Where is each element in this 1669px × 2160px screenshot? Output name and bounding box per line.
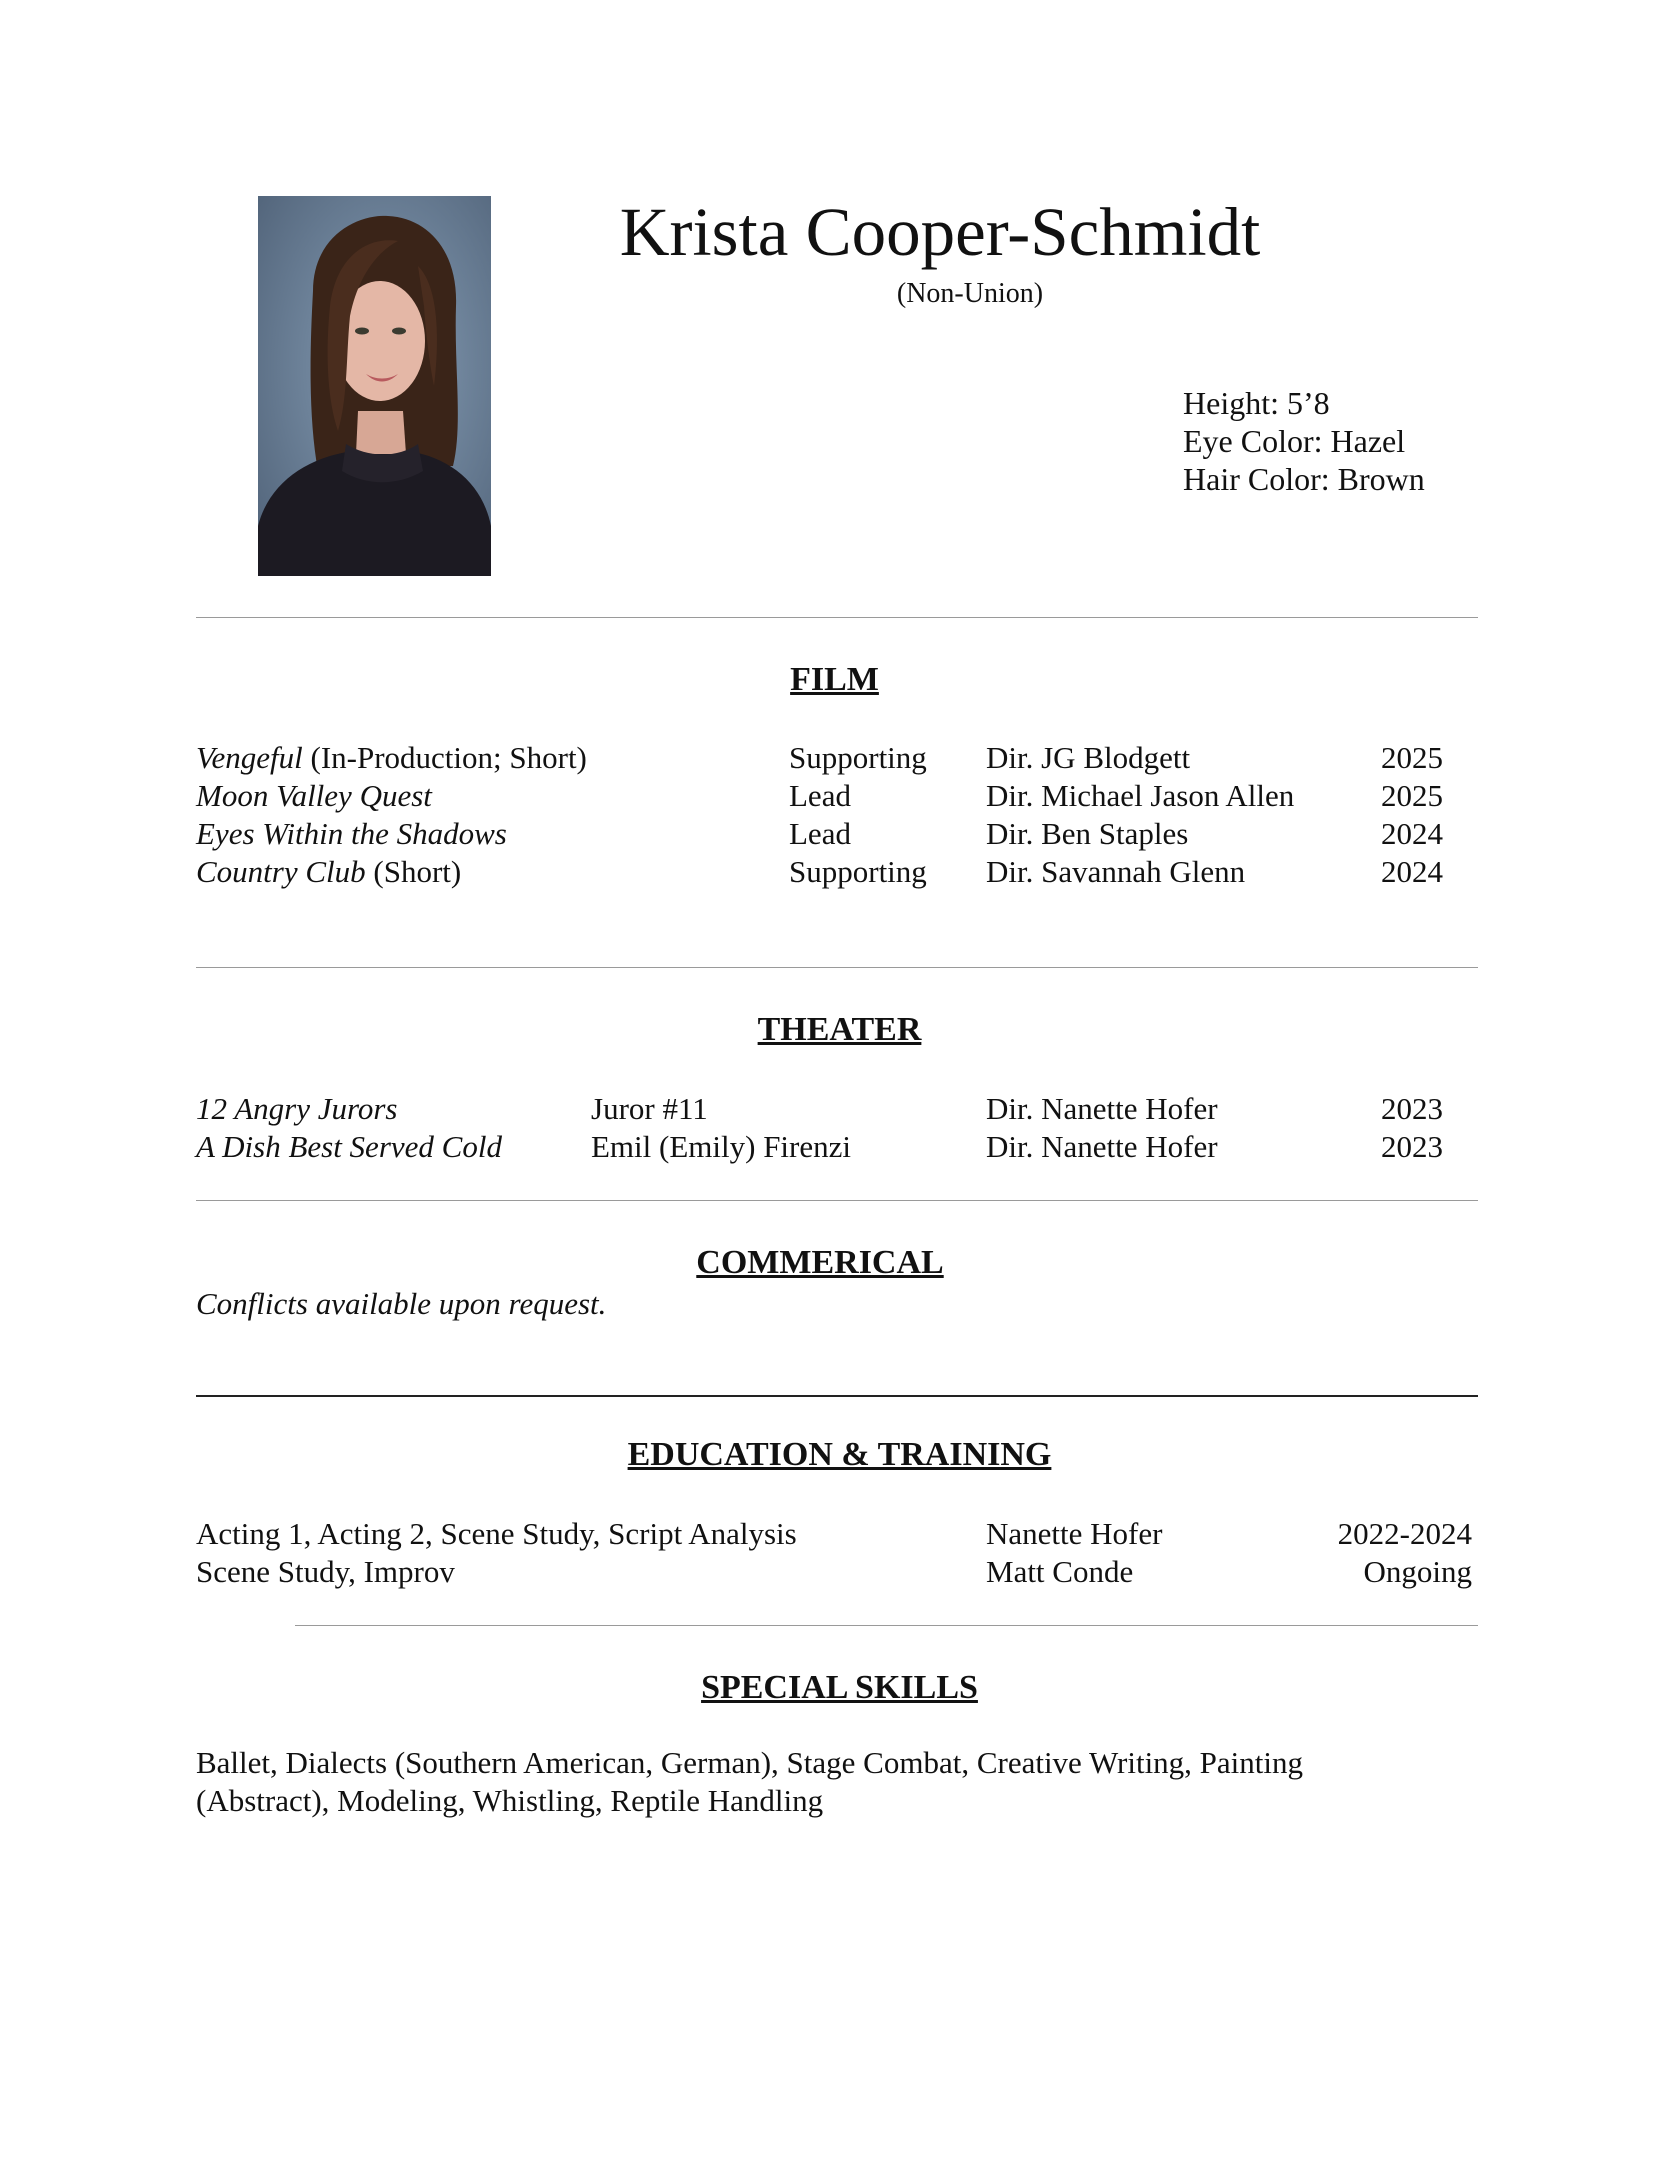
eye-color-stat: Eye Color: Hazel — [1183, 423, 1406, 459]
divider — [196, 1395, 1478, 1397]
commercial-note: Conflicts available upon request. — [196, 1286, 607, 1321]
union-status: (Non-Union) — [896, 278, 1044, 309]
film-year: 2024 — [1381, 854, 1443, 889]
film-role: Lead — [789, 778, 851, 813]
divider — [196, 967, 1478, 968]
film-title-cell — [196, 856, 461, 887]
film-director: Dir. Ben Staples — [986, 816, 1189, 851]
education-course: Scene Study, Improv — [196, 1554, 455, 1589]
actor-name: Krista Cooper-Schmidt — [619, 194, 1261, 270]
theater-role: Juror #11 — [591, 1091, 708, 1126]
film-title: Moon Valley Quest — [196, 778, 432, 813]
film-note: (Short) — [365, 854, 462, 889]
film-year: 2024 — [1381, 816, 1443, 851]
film-note: (In-Production; Short) — [302, 740, 587, 775]
film-year: 2025 — [1381, 778, 1443, 813]
commercial-heading: COMMERICAL — [696, 1244, 944, 1281]
skills-heading: SPECIAL SKILLS — [701, 1669, 978, 1706]
film-title: Vengeful — [196, 740, 303, 775]
theater-title: 12 Angry Jurors — [196, 1091, 398, 1126]
education-teacher: Matt Conde — [986, 1554, 1134, 1589]
film-heading: FILM — [790, 661, 879, 698]
theater-heading: THEATER — [757, 1011, 922, 1048]
theater-year: 2023 — [1381, 1091, 1443, 1126]
theater-role: Emil (Emily) Firenzi — [591, 1129, 852, 1164]
film-director: Dir. Savannah Glenn — [986, 854, 1246, 889]
theater-director: Dir. Nanette Hofer — [986, 1129, 1218, 1164]
education-dates: Ongoing — [1363, 1554, 1472, 1589]
film-title: Eyes Within the Shadows — [196, 816, 507, 851]
film-title: Country Club — [196, 854, 366, 889]
film-role: Lead — [789, 816, 851, 851]
film-title-cell — [196, 780, 432, 811]
skills-text: Ballet, Dialects (Southern American, German), Stage Combat, Creative Writing, Painting (Abstract), Modeling, Whistling, Reptile Handling — [196, 1745, 1304, 1818]
hair-color-stat: Hair Color: Brown — [1183, 461, 1425, 497]
film-title-cell — [196, 818, 507, 849]
theater-year: 2023 — [1381, 1129, 1443, 1164]
height-stat: Height: 5’8 — [1183, 385, 1330, 421]
education-teacher: Nanette Hofer — [986, 1516, 1163, 1551]
education-dates: 2022-2024 — [1337, 1516, 1472, 1551]
film-title-cell — [196, 742, 587, 773]
film-director: Dir. JG Blodgett — [986, 740, 1191, 775]
divider — [196, 617, 1478, 618]
divider — [295, 1625, 1478, 1626]
theater-title: A Dish Best Served Cold — [196, 1129, 502, 1164]
theater-director: Dir. Nanette Hofer — [986, 1091, 1218, 1126]
education-heading: EDUCATION & TRAINING — [627, 1436, 1052, 1473]
headshot-photo — [258, 196, 491, 576]
education-course: Acting 1, Acting 2, Scene Study, Script Analysis — [196, 1516, 797, 1551]
film-role: Supporting — [789, 740, 927, 775]
divider — [196, 1200, 1478, 1201]
physical-stats — [1183, 384, 1425, 498]
film-year: 2025 — [1381, 740, 1443, 775]
film-role: Supporting — [789, 854, 927, 889]
film-director: Dir. Michael Jason Allen — [986, 778, 1295, 813]
